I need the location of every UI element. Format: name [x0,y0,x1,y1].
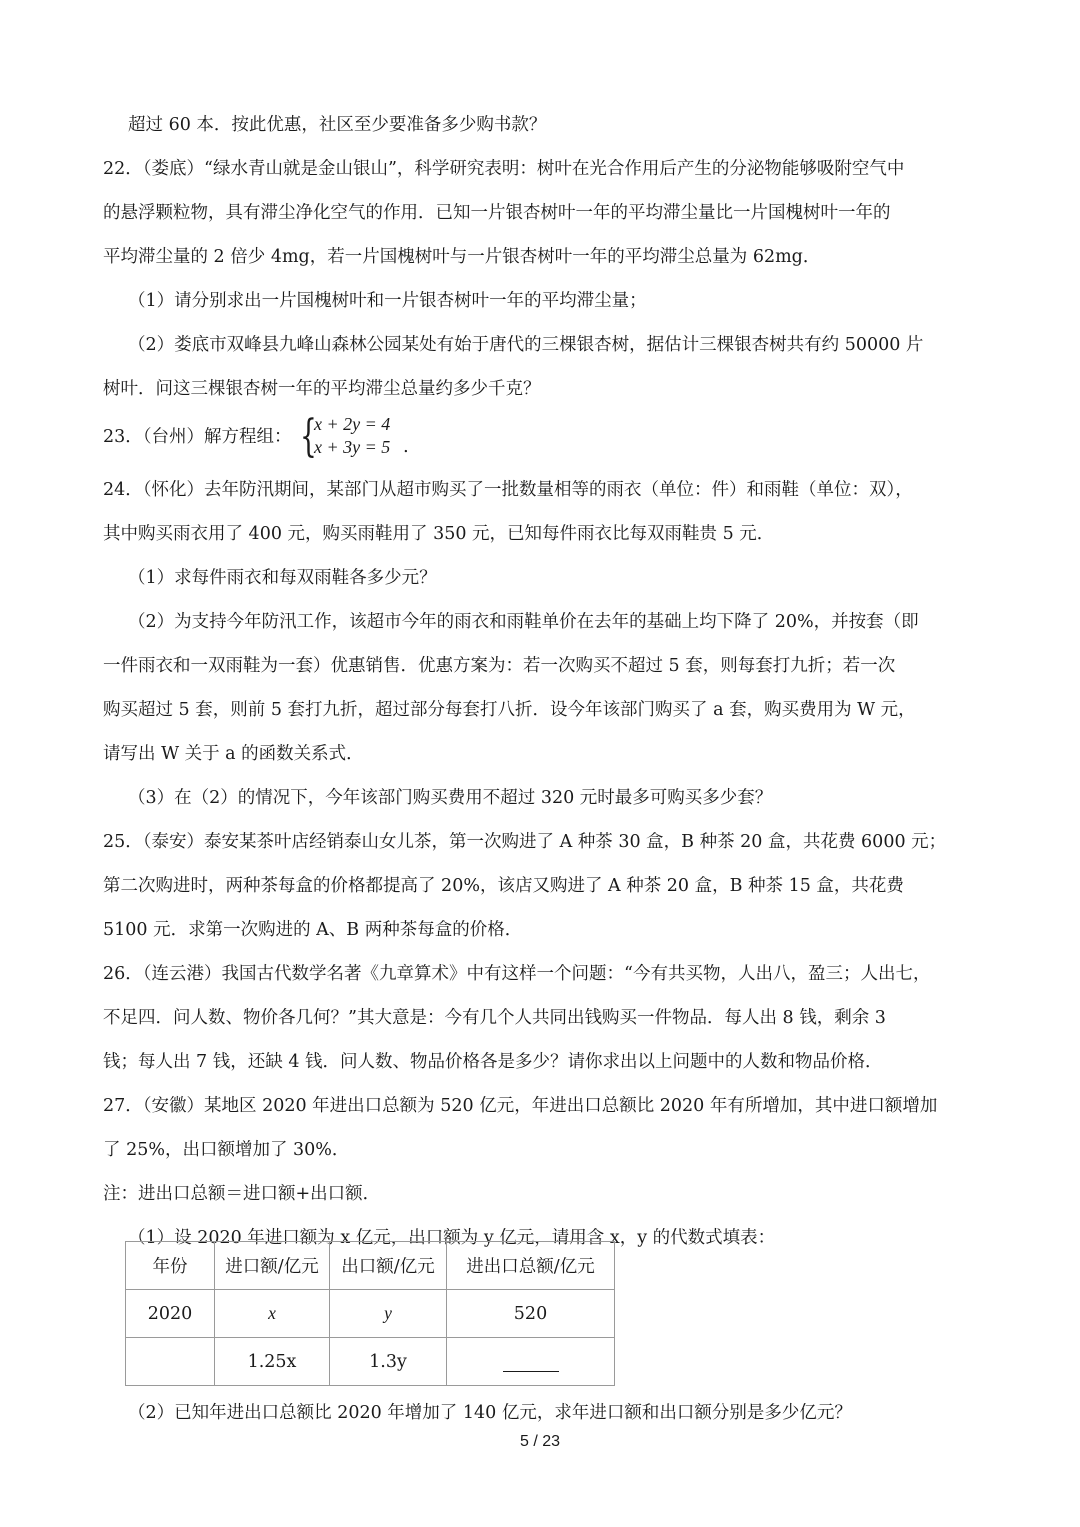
table-header: 出口额/亿元 [330,1242,447,1290]
problem-22: 22．（娄底）“绿水青山就是金山银山”，科学研究表明：树叶在光合作用后产生的分泌物能够吸附空气中 [103,159,905,179]
text-line: 第二次购进时，两种茶每盒的价格都提高了 20%，该店又购进了 A 种茶 20 盒，B 种茶 15 盒，共花费 [103,876,904,896]
text-line: 一件雨衣和一双雨鞋为一套）优惠销售．优惠方案为：若一次购买不超过 5 套，则每套打九折；若一次 [103,656,896,676]
table-cell [126,1338,215,1386]
text-line: 不足四．问人数、物价各几何？”其大意是：今有几个人共同出钱购买一件物品．每人出 8 钱，剩余 3 [103,1008,886,1028]
equation-2: x + 3y = 5 [314,437,391,457]
equation-brace: { [300,411,317,462]
table-cell: 520 [447,1290,615,1338]
table-row [126,1290,615,1338]
text-line: 5100 元．求第一次购进的 A、B 两种茶每盒的价格． [103,920,523,940]
text-line: 钱；每人出 7 钱，还缺 4 钱．问人数、物品价格各是多少？请你求出以上问题中的人数和物品价格． [103,1052,883,1072]
text-line: 超过 60 本．按此优惠，社区至少要准备多少购书款？ [128,115,547,135]
table-header-row [126,1242,615,1290]
text-line: 树叶．问这三棵银杏树一年的平均滞尘总量约多少千克？ [103,379,541,399]
table-header: 年份 [126,1242,215,1290]
problem-25: 25．（泰安）泰安某茶叶店经销泰山女儿茶，第一次购进了 A 种茶 30 盒，B 种茶 20 盒，共花费 6000 元； [103,832,947,852]
problem-27: 27．（安徽）某地区 2020 年进出口总额为 520 亿元，年进出口总额比 2020 年有所增加，其中进口额增加 [103,1096,938,1116]
problem-26: 26．（连云港）我国古代数学名著《九章算术》中有这样一个问题：“今有共买物，人出八，盈三；人出七， [103,964,931,984]
sub-question: （1）求每件雨衣和每双雨鞋各多少元？ [128,568,437,588]
fill-in-table [125,1241,615,1386]
sub-question: （1）设 2020 年进口额为 x 亿元，出口额为 y 亿元，请用含 x，y 的代数式填表： [128,1228,776,1248]
answer-blank [503,1353,559,1372]
text-line: 请写出 W 关于 a 的函数关系式． [103,744,364,764]
sub-question: （2）娄底市双峰县九峰山森林公园某处有始于唐代的三棵银杏树，据估计三棵银杏树共有约 50000 片 [128,335,924,355]
problem-24: 24．（怀化）去年防汛期间，某部门从超市购买了一批数量相等的雨衣（单位：件）和雨鞋（单位：双）， [103,480,913,500]
text-line: 购买超过 5 套，则前 5 套打九折，超过部分每套打八折．设今年该部门购买了 a 套，购买费用为 W 元， [103,700,916,720]
text-line: 了 25%，出口额增加了 30%． [103,1140,350,1160]
sub-question: （3）在（2）的情况下，今年该部门购买费用不超过 320 元时最多可购买多少套？ [128,788,773,808]
text-line: 的悬浮颗粒物，具有滞尘净化空气的作用．已知一片银杏树叶一年的平均滞尘量比一片国槐树叶一年的 [103,203,891,223]
table-cell: 1.3y [330,1338,447,1386]
table-cell: x [215,1290,330,1338]
sub-question: （2）已知年进出口总额比 2020 年增加了 140 亿元，求年进口额和出口额分别是多少亿元？ [128,1403,852,1423]
table-header: 进口额/亿元 [215,1242,330,1290]
table-cell: 2020 [126,1290,215,1338]
equation-period: . [403,436,409,457]
page-number: 5 / 23 [519,1433,561,1450]
problem-23: 23．（台州）解方程组： [103,427,292,447]
table-row [126,1338,615,1386]
table-cell: 1.25x [215,1338,330,1386]
table-cell: y [330,1290,447,1338]
sub-question: （1）请分别求出一片国槐树叶和一片银杏树叶一年的平均滞尘量； [128,291,647,311]
table-cell-blank [447,1338,615,1386]
table-header: 进出口总额/亿元 [447,1242,615,1290]
equation-1: x + 2y = 4 [314,414,391,434]
text-line: 平均滞尘量的 2 倍少 4mg，若一片国槐树叶与一片银杏树叶一年的平均滞尘总量为 62mg． [103,247,821,267]
sub-question: （2）为支持今年防汛工作，该超市今年的雨衣和雨鞋单价在去年的基础上均下降了 20%，并按套（即 [128,612,919,632]
text-line: 其中购买雨衣用了 400 元，购买雨鞋用了 350 元，已知每件雨衣比每双雨鞋贵 5 元． [103,524,775,544]
note: 注：进出口总额＝进口额+出口额． [103,1184,381,1204]
